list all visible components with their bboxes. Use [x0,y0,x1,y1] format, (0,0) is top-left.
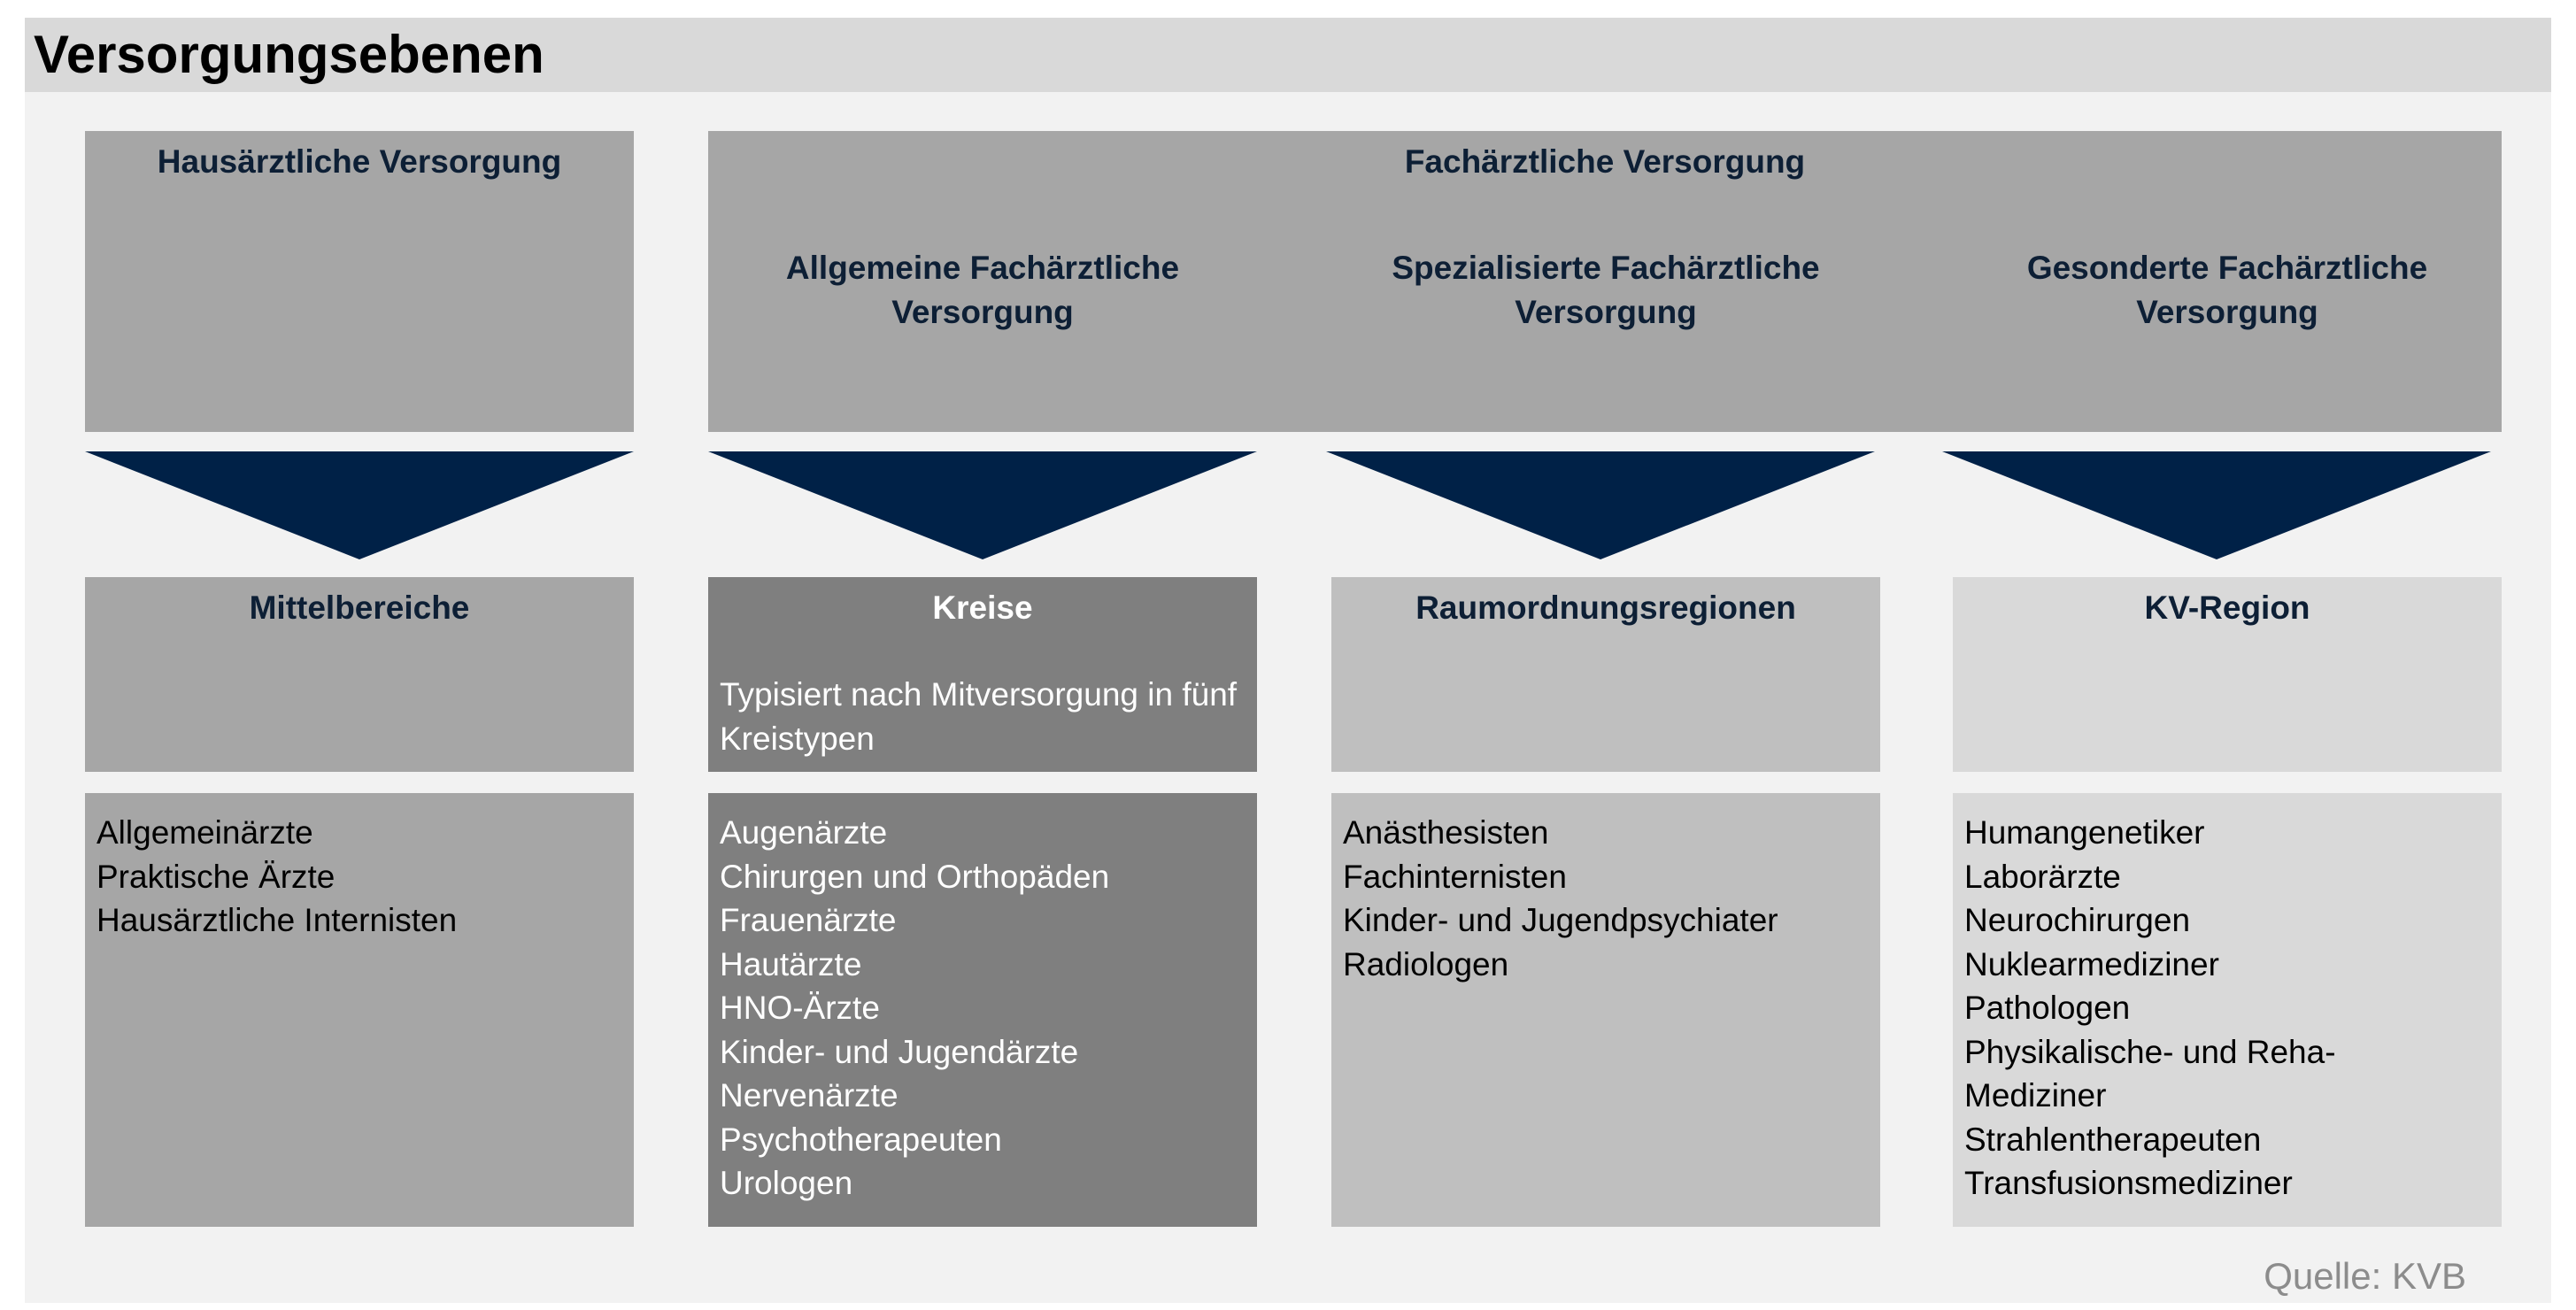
source-note: Quelle: KVB [2264,1255,2466,1297]
list-item: Hautärzte [720,945,862,982]
arrow-down-icon [1326,451,1875,559]
list-item: Neurochirurgen [1964,902,2191,938]
hausaerztliche-versorgung-box [85,131,634,432]
list-item: Humangenetiker [1964,814,2205,851]
list-item: HNO-Ärzte [720,990,880,1026]
level-title: KV-Region [2144,590,2310,626]
arrow-down-icon [708,451,1257,559]
title-bar [25,18,2551,92]
physician-list [1343,811,1778,986]
list-item: Kinder- und Jugendärzte [720,1033,1079,1070]
list-item: Radiologen [1343,945,1509,982]
level-box-mittelbereiche [85,577,634,772]
group-box-hausaerzte [85,793,634,1227]
level-description: Typisiert nach Mitversorgung in fünf Kreistypen [720,676,1238,757]
list-item: Physikalische- und Reha- Mediziner [1964,1033,2336,1114]
physician-list [96,811,457,943]
arrow-down-icon [85,451,634,559]
list-item: Praktische Ärzte [96,858,335,895]
list-item: Hausärztliche Internisten [96,902,458,938]
list-item: Urologen [720,1165,853,1201]
list-item: Transfusionsmediziner [1964,1165,2293,1201]
group-box-allgemeine-fachaerzte [708,793,1257,1227]
list-item: Strahlentherapeuten [1964,1121,2262,1158]
allgemeine-fachaerztliche-label: Allgemeine Fachärztliche Versorgung [785,250,1180,330]
group-box-spezialisierte-fachaerzte [1331,793,1880,1227]
spezialisierte-fachaerztliche-label: Spezialisierte Fachärztliche Versorgung [1392,250,1820,330]
list-item: Fachinternisten [1343,858,1567,895]
page-title: Versorgungsebenen [34,25,544,84]
level-box-kreise [708,577,1257,772]
level-title: Raumordnungsregionen [1415,590,1796,626]
list-item: Laborärzte [1964,858,2121,895]
level-box-kv-region [1953,577,2502,772]
physician-list [720,811,1109,1206]
list-item: Anästhesisten [1343,814,1549,851]
fachaerztliche-versorgung-box [708,131,2502,432]
level-box-raumordnungsregionen [1331,577,1880,772]
arrow-down-icon [1942,451,2491,559]
diagram-panel [25,18,2551,1303]
list-item: Chirurgen und Orthopäden [720,858,1110,895]
list-item: Nervenärzte [720,1077,899,1114]
list-item: Kinder- und Jugendpsychiater [1343,902,1778,938]
group-box-gesonderte-fachaerzte [1953,793,2502,1227]
list-item: Nuklearmediziner [1964,945,2219,982]
physician-list [1964,811,2336,1206]
hausaerztliche-versorgung-label: Hausärztliche Versorgung [157,143,562,180]
level-title: Kreise [932,590,1033,626]
list-item: Augenärzte [720,814,888,851]
fachaerztliche-versorgung-label: Fachärztliche Versorgung [1404,143,1806,180]
list-item: Psychotherapeuten [720,1121,1002,1158]
gesonderte-fachaerztliche-label: Gesonderte Fachärztliche Versorgung [2026,250,2428,330]
list-item: Pathologen [1964,990,2131,1026]
level-title: Mittelbereiche [249,590,470,626]
list-item: Frauenärzte [720,902,897,938]
list-item: Allgemeinärzte [96,814,313,851]
